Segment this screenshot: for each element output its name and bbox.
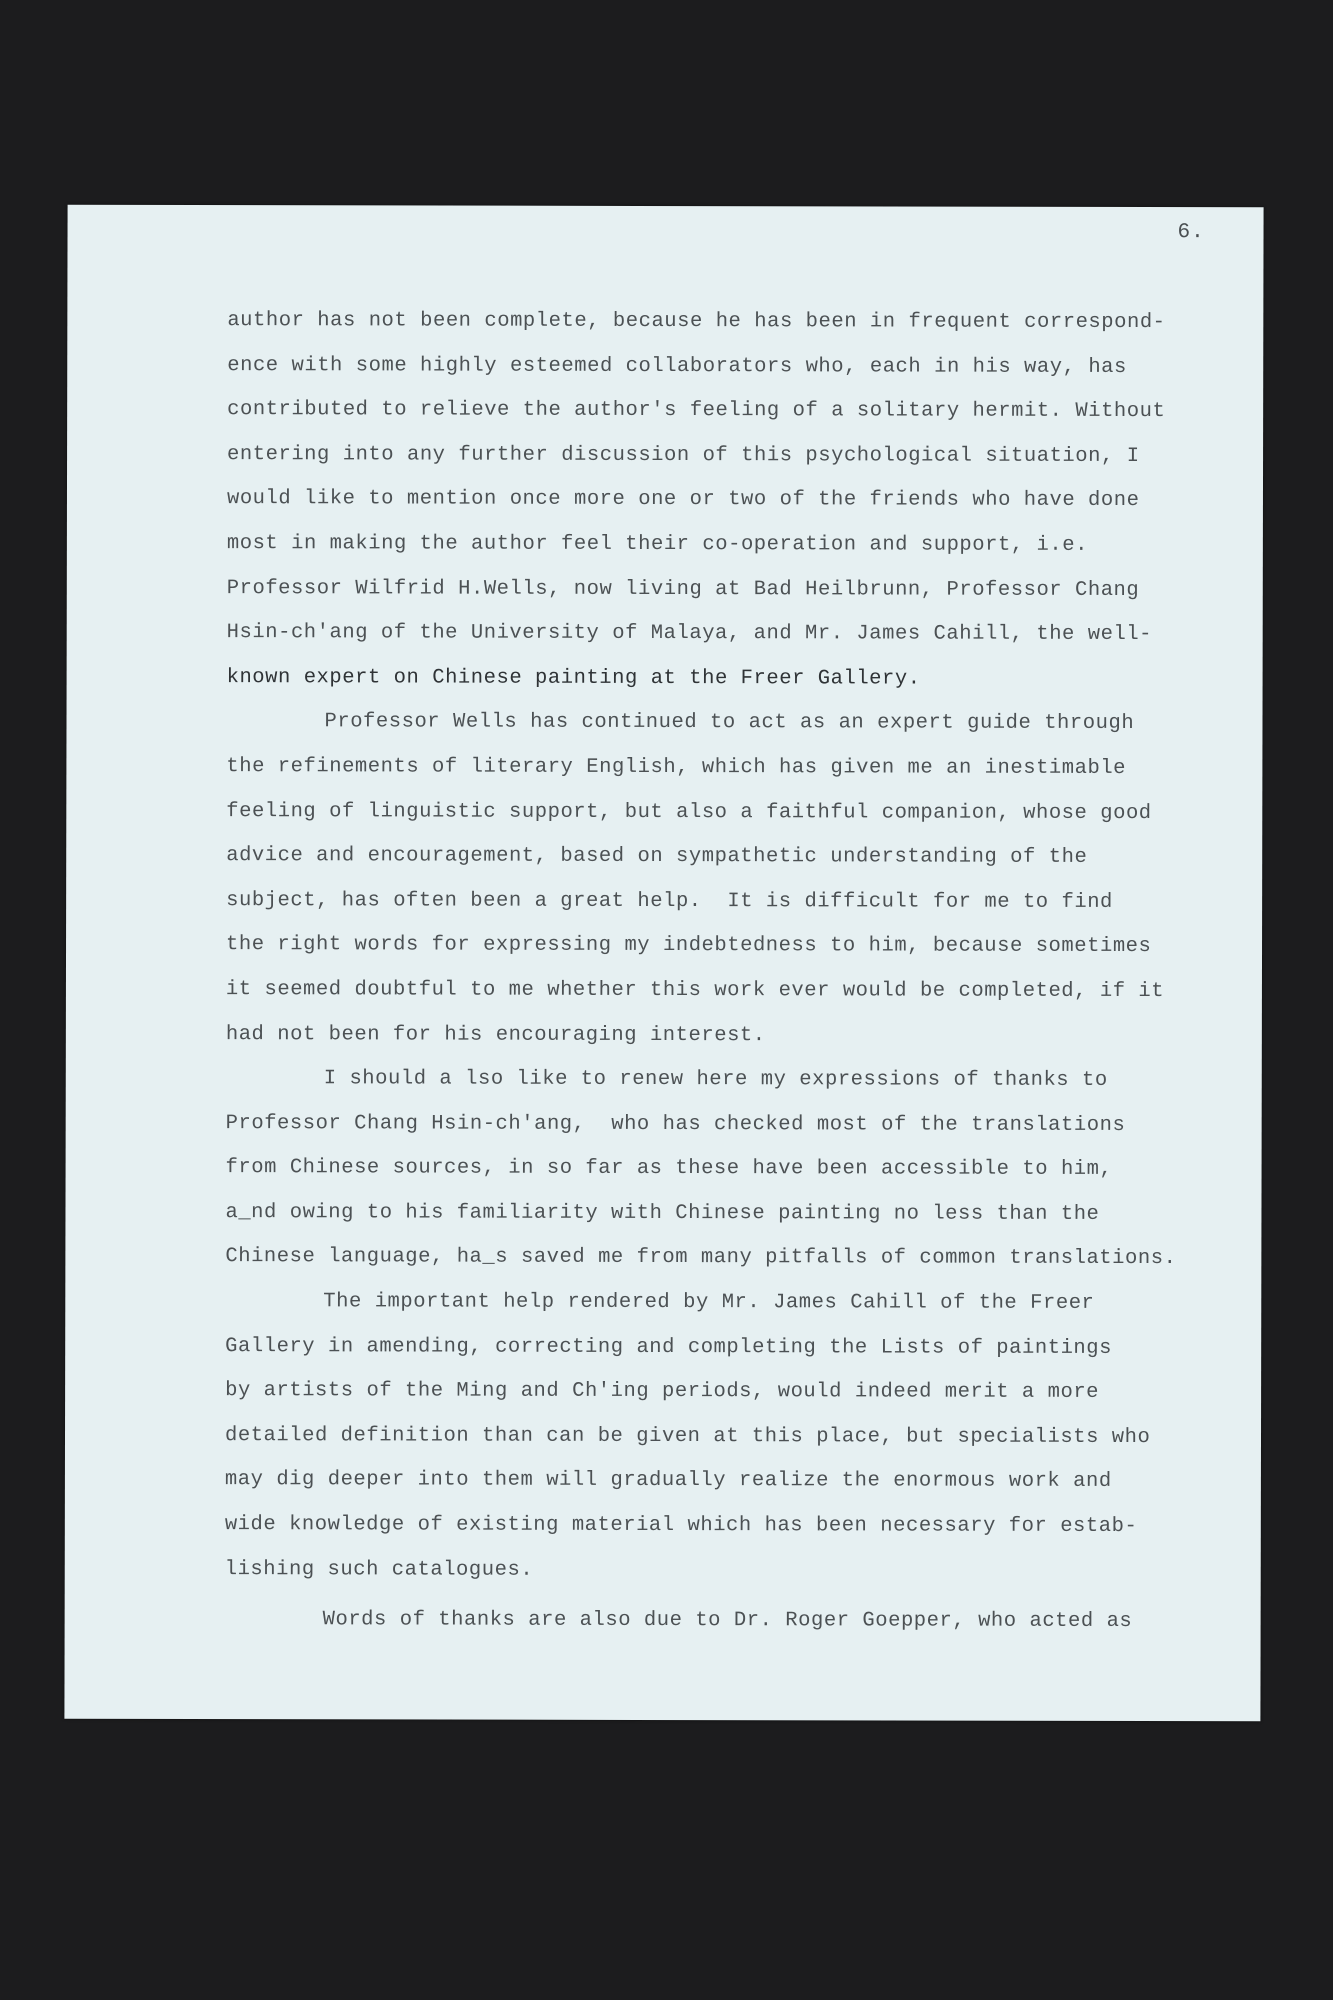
text-line: ence with some highly esteemed collaborators who, each in his way, has <box>227 353 1127 379</box>
text-line: from Chinese sources, in so far as these have been accessible to him, <box>225 1156 1113 1182</box>
paragraph-1 <box>227 299 1238 702</box>
text-line: wide knowledge of existing material which has been necessary for estab- <box>224 1513 1138 1539</box>
text-line: lishing such catalogues. <box>224 1557 534 1582</box>
page-number: 6. <box>1177 221 1205 245</box>
text-line: had not been for his encouraging interest. <box>225 1022 766 1047</box>
text-line: the right words for expressing my indebtedness to him, because sometimes <box>226 933 1152 959</box>
text-line: Chinese language, ha_s saved me from many pitfalls of common translations. <box>225 1245 1177 1271</box>
text-line: may dig deeper into them will gradually realize the enormous work and <box>224 1468 1112 1494</box>
paragraph-5 <box>225 1598 1235 1645</box>
text-line: The important help rendered by Mr. James Cahill of the Freer <box>323 1290 1095 1315</box>
text-line: Gallery in amending, correcting and completing the Lists of paintings <box>225 1334 1113 1360</box>
text-line: the refinements of literary English, which has given me an inestimable <box>226 755 1127 780</box>
text-line: subject, has often been a great help. It is difficult for me to find <box>226 888 1113 914</box>
text-line: advice and encouragement, based on sympathetic understanding of the <box>226 844 1088 870</box>
text-line: Professor Wells has continued to act as an expert guide through <box>324 710 1135 736</box>
paragraph-3 <box>225 1057 1235 1282</box>
text-line: a_nd owing to his familiarity with Chinese painting no less than the <box>225 1200 1100 1226</box>
text-line: I should a lso like to renew here my expressions of thanks to <box>323 1067 1108 1093</box>
text-line: it seemed doubtful to me whether this work ever would be completed, if it <box>225 977 1165 1003</box>
text-line: most in making the author feel their co-operation and support, i.e. <box>226 532 1088 557</box>
typed-page <box>64 205 1263 1722</box>
text-line: feeling of linguistic support, but also a faithful companion, whose good <box>226 799 1152 825</box>
text-line: Hsin-ch'ang of the University of Malaya, and Mr. James Cahill, the well- <box>226 621 1153 647</box>
text-line: would like to mention once more one or two of the friends who have done <box>226 487 1140 513</box>
text-line: author has not been complete, because he has been in frequent correspond- <box>227 309 1166 335</box>
text-line: by artists of the Ming and Ch'ing periods, would indeed merit a more <box>225 1379 1100 1405</box>
text-line: detailed definition than can be given at this place, but specialists who <box>224 1423 1151 1449</box>
paragraph-4 <box>225 1280 1236 1594</box>
paragraph-2 <box>226 700 1237 1059</box>
text-line: contributed to relieve the author's feeling of a solitary hermit. Without <box>227 398 1166 424</box>
text-line: Words of thanks are also due to Dr. Roger Goepper, who acted as <box>322 1608 1133 1634</box>
text-line: known expert on Chinese painting at the Freer Gallery. <box>226 665 921 691</box>
body-text <box>225 299 1238 1645</box>
text-line: Professor Wilfrid H.Wells, now living at Bad Heilbrunn, Professor Chang <box>226 576 1140 602</box>
text-line: entering into any further discussion of this psychological situation, I <box>227 442 1140 468</box>
text-line: Professor Chang Hsin-ch'ang, who has checked most of the translations <box>225 1111 1126 1137</box>
